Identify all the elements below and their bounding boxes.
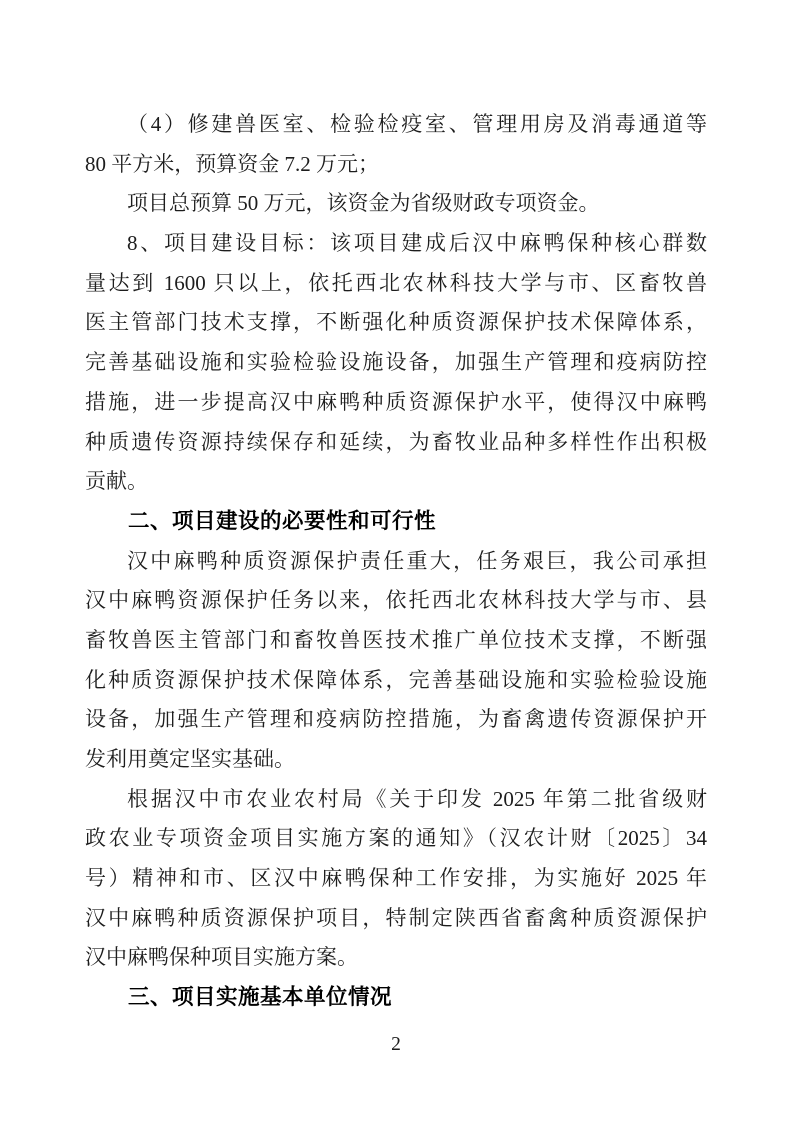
page-number: 2	[391, 1034, 401, 1055]
paragraph-line: 8、项目建设目标：该项目建成后汉中麻鸭保种核心群数	[127, 231, 707, 256]
paragraph-line: 汉中麻鸭种质资源保护责任重大，任务艰巨，我公司承担	[127, 548, 707, 573]
paragraph-line: 种质遗传资源持续保存和延续，为畜牧业品种多样性作出积极	[85, 429, 707, 454]
paragraph-line: 政农业专项资金项目实施方案的通知》（汉农计财〔2025〕34	[85, 826, 707, 851]
paragraph-line: 汉中麻鸭资源保护任务以来，依托西北农林科技大学与市、县	[85, 588, 707, 613]
paragraph-line: 完善基础设施和实验检验设施设备，加强生产管理和疫病防控	[85, 350, 707, 375]
paragraph-line: 医主管部门技术支撑，不断强化种质资源保护技术保障体系，	[85, 310, 707, 335]
paragraph-line: 化种质资源保护技术保障体系，完善基础设施和实验检验设施	[85, 667, 707, 692]
paragraph-line: 汉中麻鸭保种项目实施方案。	[85, 945, 358, 970]
paragraph-line: 根据汉中市农业农村局《关于印发 2025 年第二批省级财	[127, 786, 707, 811]
paragraph-line: 措施，进一步提高汉中麻鸭种质资源保护水平，使得汉中麻鸭	[85, 389, 707, 414]
paragraph-line: 发利用奠定坚实基础。	[85, 747, 295, 771]
paragraph-line: 号）精神和市、区汉中麻鸭保种工作安排，为实施好 2025 年	[85, 866, 707, 891]
section-heading-3: 三、项目实施基本单位情况	[128, 985, 393, 1010]
paragraph-line: 设备，加强生产管理和疫病防控措施，为畜禽遗传资源保护开	[85, 707, 707, 732]
section-heading-2: 二、项目建设的必要性和可行性	[128, 508, 437, 533]
paragraph-line: 畜牧兽医主管部门和畜牧兽医技术推广单位技术支撑，不断强	[85, 627, 707, 652]
paragraph-line: 贡献。	[85, 469, 148, 494]
paragraph-line: 量达到 1600 只以上，依托西北农林科技大学与市、区畜牧兽	[85, 270, 707, 295]
paragraph-line: 项目总预算 50 万元，该资金为省级财政专项资金。	[127, 191, 600, 216]
document-body	[85, 105, 707, 1018]
paragraph-line: 80 平方米，预算资金 7.2 万元；	[85, 151, 379, 176]
paragraph-line: （4）修建兽医室、检验检疫室、管理用房及消毒通道等	[127, 112, 707, 136]
paragraph-line: 汉中麻鸭种质资源保护项目，特制定陕西省畜禽种质资源保护	[85, 905, 707, 930]
